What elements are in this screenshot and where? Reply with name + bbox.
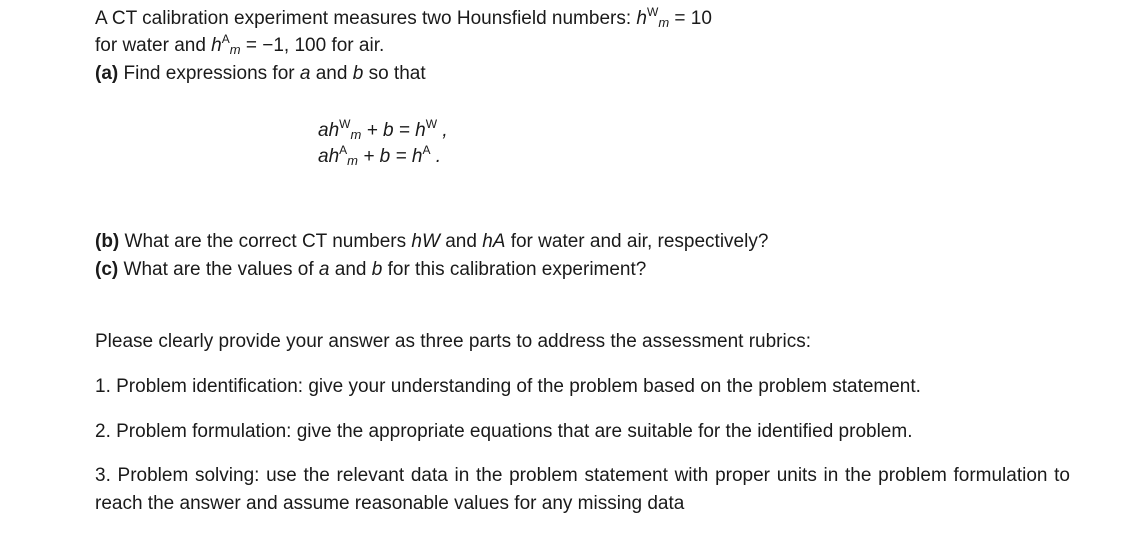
part-a-text: Find expressions for: [118, 63, 300, 84]
part-b-line: [95, 229, 768, 255]
and-text: and: [439, 231, 483, 252]
var-a: a: [318, 259, 330, 280]
rubric-item-2: 2. Problem formulation: give the appropriate equations that are suitable for the identified problem.: [95, 421, 913, 442]
eq2-sup-a: A: [339, 143, 348, 157]
part-a-line: [95, 61, 426, 87]
eq1-rhs-sup-w: W: [425, 117, 438, 131]
superscript-w: W: [646, 5, 659, 19]
subscript-m: m: [658, 15, 670, 30]
eq2-end: .: [430, 146, 442, 167]
var-h: h: [211, 35, 222, 56]
and-text: and: [329, 259, 372, 280]
problem-text: for water and: [95, 35, 212, 56]
part-c-line: [95, 257, 646, 283]
var-b: b: [352, 63, 364, 84]
problem-text: A CT calibration experiment measures two Hounsfield numbers:: [95, 8, 637, 29]
eq2-ah: ah: [318, 146, 340, 167]
part-a-label: (a): [95, 63, 119, 84]
eq2-sub-m: m: [347, 153, 358, 168]
superscript-a: A: [221, 32, 230, 46]
part-b-text: What are the correct CT numbers: [119, 231, 412, 252]
rubric-item-1: 1. Problem identification: give your understanding of the problem based on the problem statement.: [95, 376, 921, 397]
eq1-mid: + b = h: [361, 120, 426, 141]
problem-line-1: [95, 6, 712, 32]
and-text: and: [310, 63, 353, 84]
eq2-rhs-sup-a: A: [422, 143, 431, 157]
so-that-text: so that: [363, 63, 426, 84]
rubric-item-3: 3. Problem solving: use the relevant data in the problem statement with proper units in the problem formulation to reach the answer and assume reasonable values for any missing data: [95, 465, 1070, 514]
part-c-text-end: for this calibration experiment?: [382, 259, 647, 280]
problem-line-2: [95, 33, 384, 59]
eq1-sub-m: m: [350, 127, 362, 142]
eq1-end: ,: [437, 120, 448, 141]
part-c-label: (c): [95, 259, 119, 280]
subscript-m: m: [229, 42, 241, 57]
var-b: b: [371, 259, 383, 280]
var-ha: hA: [482, 231, 506, 252]
eq1-sup-w: W: [339, 117, 351, 131]
var-a: a: [299, 63, 311, 84]
part-c-text: What are the values of: [118, 259, 319, 280]
water-value: = 10: [669, 8, 712, 29]
equation-2: [318, 145, 441, 169]
var-h: h: [636, 8, 647, 29]
var-hw: hW: [411, 231, 440, 252]
air-value: = −1, 100 for air.: [240, 35, 385, 56]
eq1-ah: ah: [318, 120, 340, 141]
part-b-text-end: for water and air, respectively?: [505, 231, 769, 252]
part-b-label: (b): [95, 231, 120, 252]
equation-1: [318, 119, 448, 143]
eq2-mid: + b = h: [358, 146, 423, 167]
instructions-intro: Please clearly provide your answer as three parts to address the assessment rubrics:: [95, 331, 811, 352]
